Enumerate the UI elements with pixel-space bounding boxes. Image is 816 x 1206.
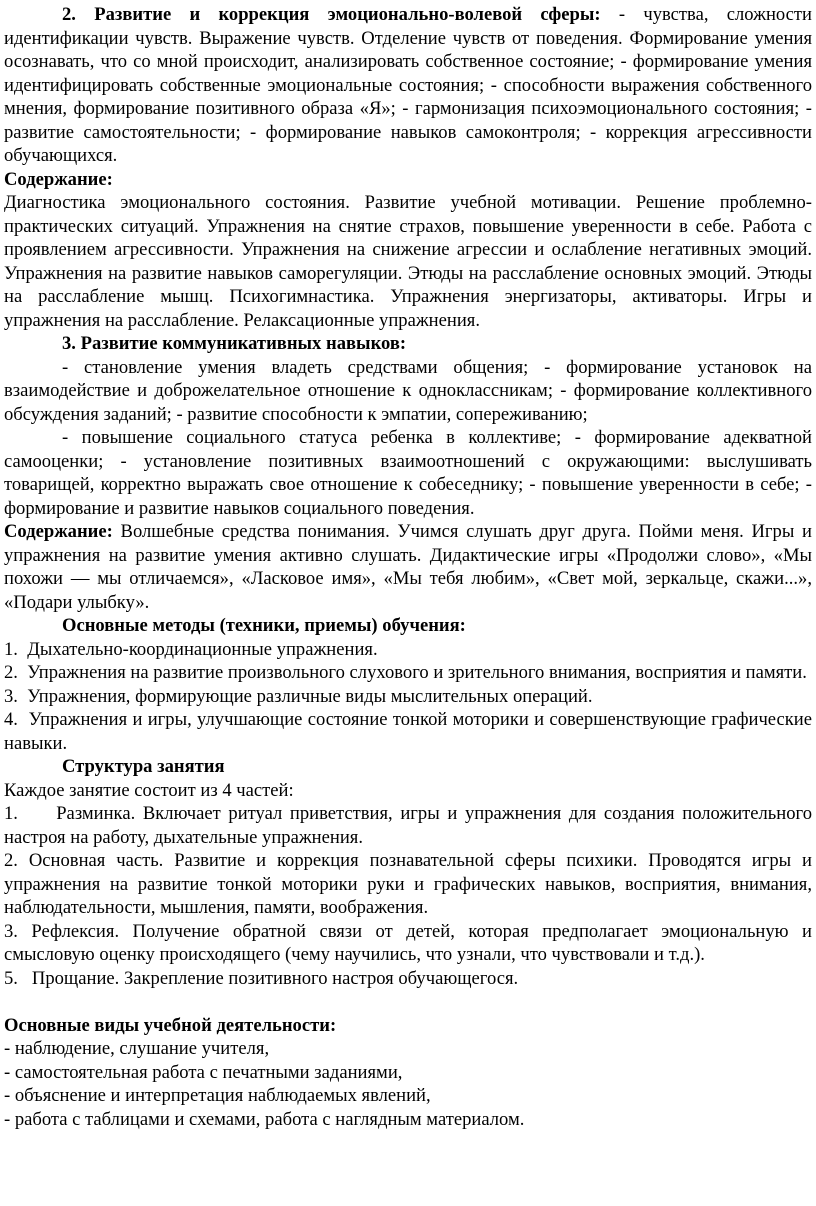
activities-item-3: - объяснение и интерпретация наблюдаемых явлений,	[4, 1085, 431, 1106]
methods-item-text: Упражнения, формирующие различные виды мыслительных операций.	[27, 685, 593, 707]
structure-item-text: Прощание. Закрепление позитивного настроя обучающегося.	[31, 967, 519, 989]
methods-item-text: Дыхательно-координационные упражнения.	[27, 638, 378, 660]
structure-item-number: 1.	[4, 803, 18, 824]
methods-item-4	[4, 708, 812, 755]
section-2-paragraph	[4, 3, 812, 168]
section-2-heading: 2. Развитие и коррекция эмоционально-волевой сферы:	[62, 4, 601, 25]
methods-item-number: 1.	[4, 638, 18, 660]
activities-item-2: - самостоятельная работа с печатными заданиями,	[4, 1061, 403, 1083]
section-3-content-text: Волшебные средства понимания. Учимся слушать друг друга. Пойми меня. Игры и упражнения на развитие умения активно слушать. Дидактические игры «Продолжи слово», «Мы похожи — мы отличаемся», «Ласковое имя», «Мы тебя любим», «Свет мой, зеркальце, скажи...», «Подари улыбку».	[4, 521, 812, 613]
structure-heading: Структура занятия	[62, 756, 225, 777]
structure-intro: Каждое занятие состоит из 4 частей:	[4, 779, 294, 801]
methods-item-2	[4, 661, 812, 685]
section-2-content-text: Диагностика эмоционального состояния. Развитие учебной мотивации. Решение проблемно-практических ситуаций. Упражнения на снятие страхов, повышение уверенности в себе. Работа с проявлением агрессивности. Упражнения на снижение агрессии и ослабление негативных эмоций. Упражнения на развитие навыков саморегуляции. Этюды на расслабление основных эмоций. Этюды на расслабление мышц. Психогимнастика. Упражнения энергизаторы, активаторы. Игры и упражнения на расслабление. Релаксационные упражнения.	[4, 192, 812, 331]
structure-item-1	[4, 802, 812, 849]
methods-item-number: 3.	[4, 685, 18, 707]
methods-item-text: Упражнения на развитие произвольного слухового и зрительного внимания, восприятия и памяти.	[27, 662, 807, 683]
activities-item-1: - наблюдение, слушание учителя,	[4, 1038, 270, 1059]
structure-item-3	[4, 920, 812, 967]
methods-item-3	[4, 685, 812, 709]
structure-item-number: 2.	[4, 850, 18, 871]
section-3-paragraph-2: - повышение социального статуса ребенка в коллективе; - формирование адекватной самооценки; - установление позитивных взаимоотношений с окружающими: выслушивать товарищей, корректно выражать свое отношение к собеседнику; - повышение уверенности в себе; - формирование и развитие навыков социального поведения.	[4, 427, 812, 519]
section-3-content-label: Содержание:	[4, 521, 113, 542]
structure-item-text: Разминка. Включает ритуал приветствия, игры и упражнения для создания положительного настроя на работу, дыхательные упражнения.	[4, 803, 812, 848]
activities-heading: Основные виды учебной деятельности:	[4, 1014, 337, 1036]
methods-item-number: 4.	[4, 709, 18, 730]
section-2-text: - чувства, сложности идентификации чувств. Выражение чувств. Отделение чувств от поведения. Формирование умения осознавать, что со мной происходит, анализировать собственное состояние; - формирование умения идентифицировать собственные эмоциональные состояния; - способности выражения собственного мнения, формирование позитивного образа «Я»; - гармонизация психоэмоционального состояния; - развитие самостоятельности; - формирование навыков самоконтроля; - коррекция агрессивности обучающихся.	[4, 4, 812, 166]
section-3-content-paragraph	[4, 520, 812, 614]
structure-item-number: 3.	[4, 920, 18, 942]
structure-item-number: 5.	[4, 967, 18, 989]
activities-item-4: - работа с таблицами и схемами, работа с наглядным материалом.	[4, 1108, 525, 1130]
structure-item-2	[4, 849, 812, 920]
blank-line	[4, 990, 812, 1014]
section-3-heading: 3. Развитие коммуникативных навыков:	[62, 333, 407, 354]
methods-item-text: Упражнения и игры, улучшающие состояние тонкой моторики и совершенствующие графические навыки.	[4, 709, 813, 754]
methods-item-1	[4, 638, 812, 662]
structure-item-text: Рефлексия. Получение обратной связи от детей, которая предполагает эмоциональную и смысловую оценку происходящего (чему научились, что узнали, что чувствовали и т.д.).	[4, 920, 812, 965]
methods-heading: Основные методы (техники, приемы) обучения:	[62, 615, 466, 636]
section-3-paragraph-1: - становление умения владеть средствами общения; - формирование установок на взаимодействие и доброжелательное отношение к одноклассникам; - формирование коллективного обсуждения заданий; - развитие способности к эмпатии, сопереживанию;	[4, 356, 812, 425]
structure-item-5	[4, 967, 812, 991]
section-2-content-label: Содержание:	[4, 168, 113, 190]
structure-item-text: Основная часть. Развитие и коррекция познавательной сферы психики. Проводятся игры и упражнения на развитие тонкой моторики руки и графических навыков, восприятия, внимания, наблюдательности, мышления, памяти, воображения.	[4, 850, 812, 918]
methods-item-number: 2.	[4, 662, 18, 683]
